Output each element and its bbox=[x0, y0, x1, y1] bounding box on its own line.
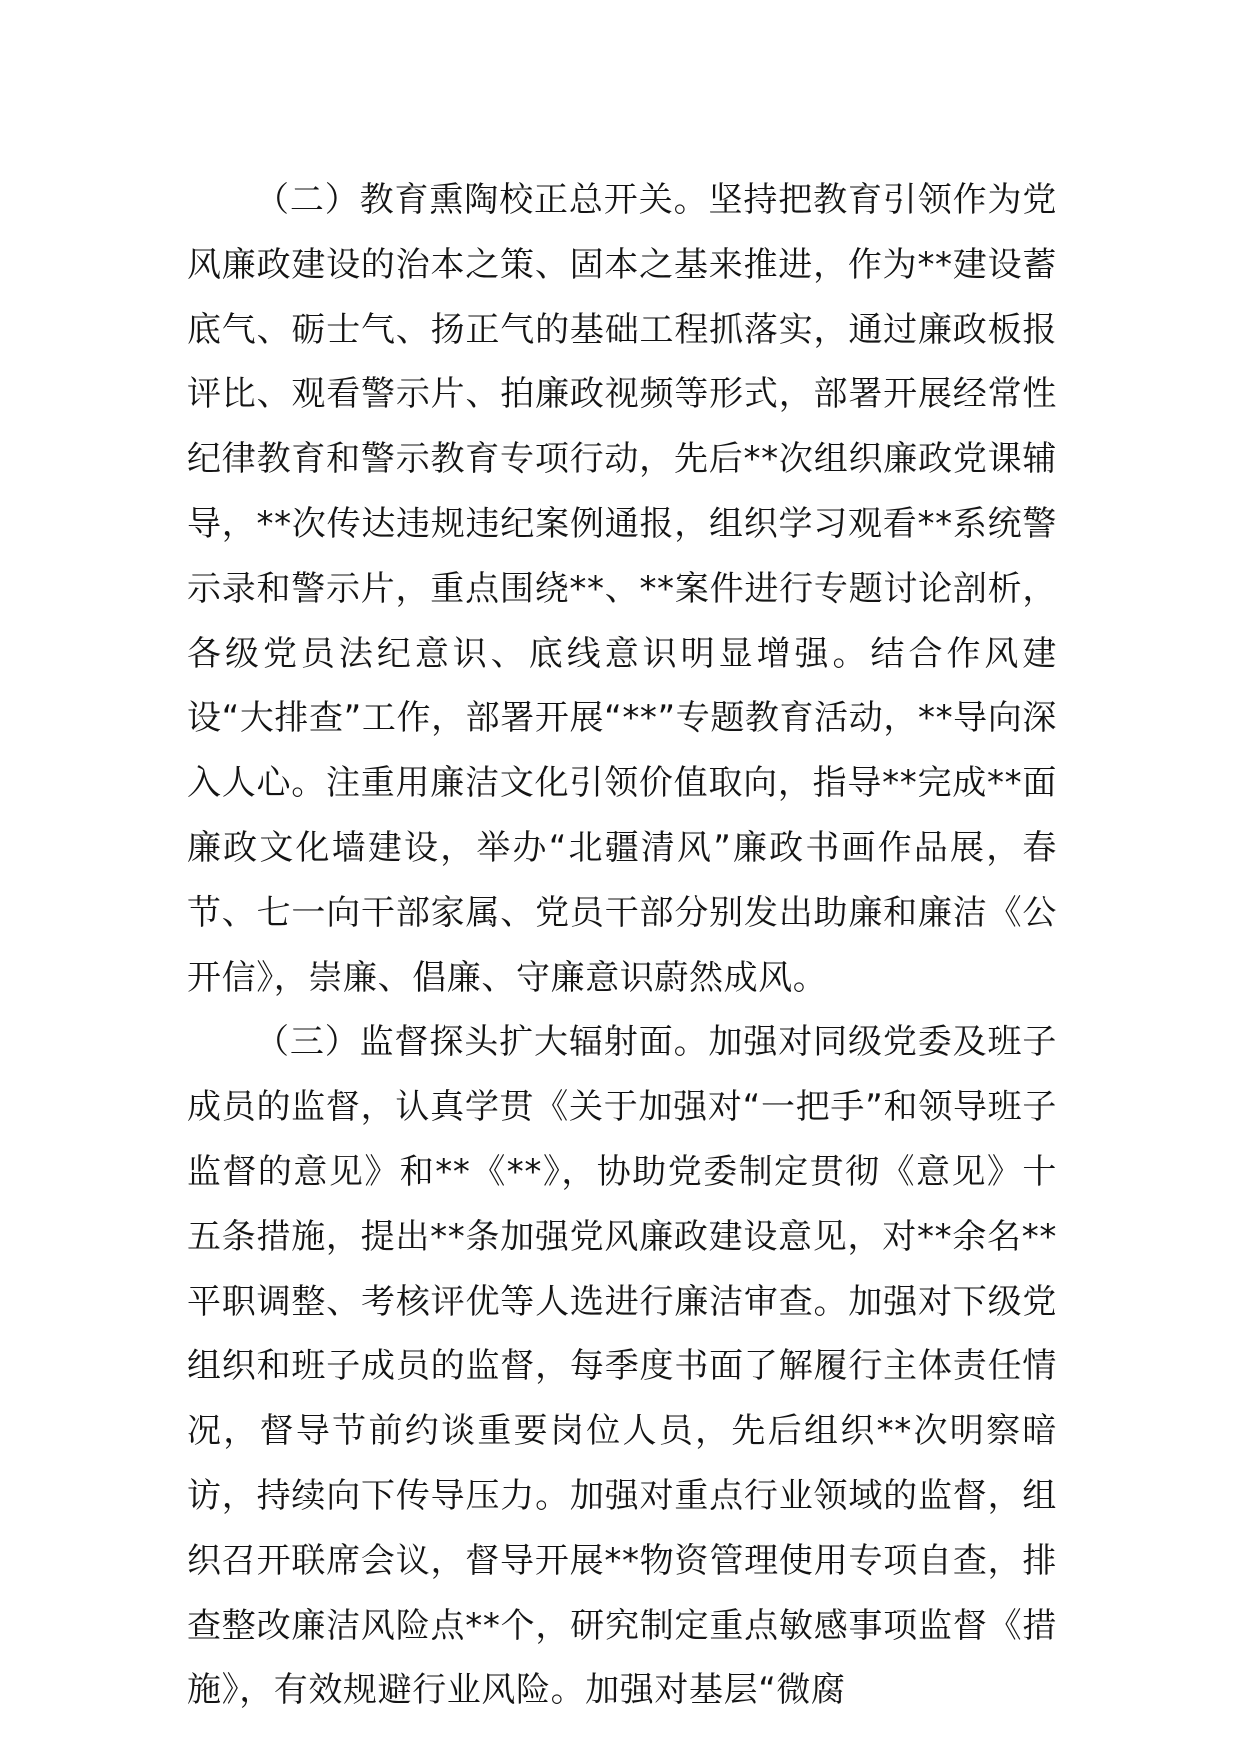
paragraph-supervision: （三）监督探头扩大辐射面。加强对同级党委及班子成员的监督，认真学贯《关于加强对“一把手”和领导班子监督的意见》和**《**》，协助党委制定贯彻《意见》十五条措施，提出**条加强党风廉政建设意见，对**余名**平职调整、考核评优等人选进行廉洁审查。加强对下级党组织和班子成员的监督，每季度书面了解履行主体责任情况，督导节前约谈重要岗位人员，先后组织**次明察暗访，持续向下传导压力。加强对重点行业领域的监督，组织召开联席会议，督导开展**物资管理使用专项自查，排查整改廉洁风险点**个，研究制定重点敏感事项监督《措施》，有效规避行业风险。加强对基层“微腐 bbox=[187, 1022, 1057, 1711]
paragraph-education: （二）教育熏陶校正总开关。坚持把教育引领作为党风廉政建设的治本之策、固本之基来推进，作为**建设蓄底气、砺士气、扬正气的基础工程抓落实，通过廉政板报评比、观看警示片、拍廉政视频等形式，部署开展经常性纪律教育和警示教育专项行动，先后**次组织廉政党课辅导，**次传达违规违纪案例通报，组织学习观看**系统警示录和警示片，重点围绕**、**案件进行专题讨论剖析，各级党员法纪意识、底线意识明显增强。结合作风建设“大排查”工作，部署开展“**”专题教育活动，**导向深入人心。注重用廉洁文化引领价值取向，指导**完成**面廉政文化墙建设，举办“北疆清风”廉政书画作品展，春节、七一向干部家属、党员干部分别发出助廉和廉洁《公开信》，崇廉、倡廉、守廉意识蔚然成风。 bbox=[187, 180, 1057, 998]
document-body bbox=[187, 168, 1057, 1723]
